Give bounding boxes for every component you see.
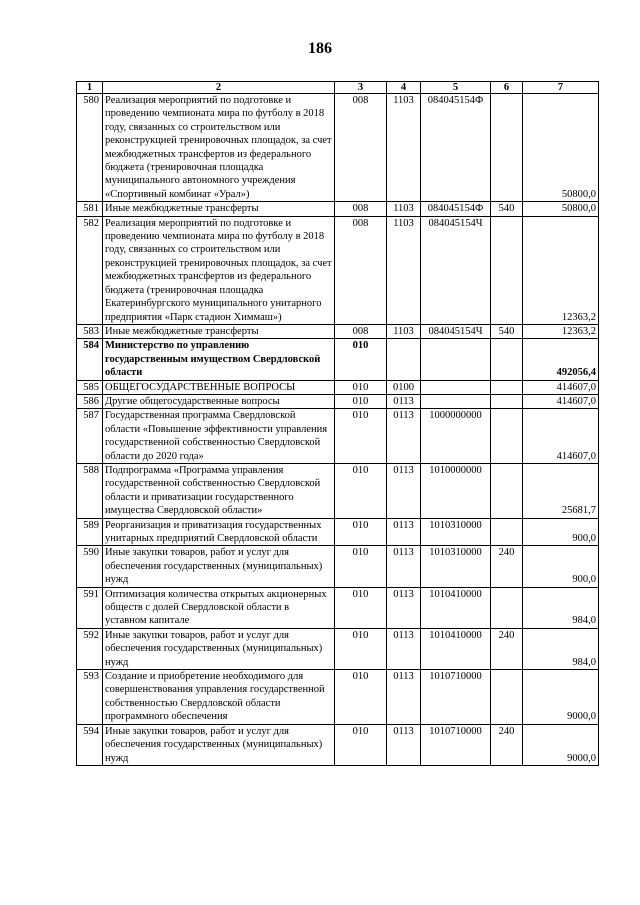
- row-name: Государственная программа Свердловской области «Повышение эффективности управления государственной собственностью Свердловской области до 2020 года»: [103, 409, 335, 464]
- row-name: Создание и приобретение необходимого для совершенствования управления государственной собственностью Свердловской области программного обеспечения: [103, 670, 335, 725]
- table-row: [77, 670, 599, 725]
- row-number: 581: [77, 202, 103, 216]
- table-row: [77, 324, 599, 338]
- row-name: Реализация мероприятий по подготовке и проведению чемпионата мира по футболу в 2018 году, связанных со строительством или реконструкцией тренировочных площадок, за счет межбюджетных трансфертов из федерального бюджета (тренировочная площадка Екатеринбургского муниципального унитарного предприятия «Парк стадион Химмаш»): [103, 216, 335, 324]
- row-amount: 984,0: [523, 587, 599, 628]
- row-name: Иные закупки товаров, работ и услуг для обеспечения государственных (муниципальных) нужд: [103, 546, 335, 587]
- row-section-code: 0113: [387, 518, 421, 546]
- row-grbs-code: 008: [335, 202, 387, 216]
- row-grbs-code: 010: [335, 724, 387, 765]
- table-row: [77, 94, 599, 202]
- row-section-code: 0113: [387, 670, 421, 725]
- row-expense-type: [491, 394, 523, 408]
- row-target-code: 084045154Ч: [421, 216, 491, 324]
- row-name: Иные закупки товаров, работ и услуг для обеспечения государственных (муниципальных) нужд: [103, 628, 335, 669]
- row-amount: 25681,7: [523, 463, 599, 518]
- row-amount: 12363,2: [523, 324, 599, 338]
- table-row: [77, 518, 599, 546]
- row-target-code: 084045154Ч: [421, 324, 491, 338]
- row-target-code: 084045154Ф: [421, 202, 491, 216]
- row-expense-type: [491, 94, 523, 202]
- row-grbs-code: 010: [335, 409, 387, 464]
- table-row: [77, 394, 599, 408]
- row-expense-type: [491, 518, 523, 546]
- column-header: 5: [421, 82, 491, 94]
- row-target-code: [421, 339, 491, 380]
- table-row: [77, 587, 599, 628]
- row-amount: 50800,0: [523, 94, 599, 202]
- row-amount: 414607,0: [523, 409, 599, 464]
- row-grbs-code: 010: [335, 546, 387, 587]
- row-amount: 9000,0: [523, 670, 599, 725]
- row-number: 594: [77, 724, 103, 765]
- row-grbs-code: 010: [335, 394, 387, 408]
- row-expense-type: [491, 670, 523, 725]
- row-section-code: 1103: [387, 94, 421, 202]
- row-grbs-code: 008: [335, 216, 387, 324]
- row-target-code: 1010710000: [421, 670, 491, 725]
- row-grbs-code: 010: [335, 463, 387, 518]
- row-amount: 900,0: [523, 518, 599, 546]
- row-name: Реализация мероприятий по подготовке и проведению чемпионата мира по футболу в 2018 году, связанных со строительством или реконструкцией тренировочных площадок, за счет межбюджетных трансфертов из федерального бюджета (тренировочная площадка муниципального автономного учреждения «Спортивный комбинат «Урал»): [103, 94, 335, 202]
- column-header: 6: [491, 82, 523, 94]
- row-section-code: 1103: [387, 202, 421, 216]
- row-number: 580: [77, 94, 103, 202]
- row-expense-type: 240: [491, 724, 523, 765]
- row-expense-type: [491, 587, 523, 628]
- row-number: 589: [77, 518, 103, 546]
- row-number: 582: [77, 216, 103, 324]
- row-name: Подпрограмма «Программа управления государственной собственностью Свердловской области и приватизации государственного имущества Свердловской области»: [103, 463, 335, 518]
- row-target-code: 1010410000: [421, 628, 491, 669]
- row-expense-type: [491, 463, 523, 518]
- row-section-code: [387, 339, 421, 380]
- row-target-code: 1010410000: [421, 587, 491, 628]
- row-grbs-code: 010: [335, 628, 387, 669]
- row-number: 587: [77, 409, 103, 464]
- table-body: [77, 94, 599, 766]
- row-number: 590: [77, 546, 103, 587]
- row-number: 585: [77, 380, 103, 394]
- table-row: [77, 463, 599, 518]
- row-section-code: 1103: [387, 324, 421, 338]
- row-section-code: 0113: [387, 628, 421, 669]
- row-grbs-code: 010: [335, 518, 387, 546]
- row-target-code: 1010000000: [421, 463, 491, 518]
- row-section-code: 0100: [387, 380, 421, 394]
- column-header: 7: [523, 82, 599, 94]
- table-row: [77, 202, 599, 216]
- row-grbs-code: 008: [335, 324, 387, 338]
- page-number: 186: [308, 40, 332, 57]
- row-target-code: 1010310000: [421, 546, 491, 587]
- row-number: 583: [77, 324, 103, 338]
- row-expense-type: [491, 216, 523, 324]
- row-amount: 9000,0: [523, 724, 599, 765]
- column-header: 4: [387, 82, 421, 94]
- row-name: Другие общегосударственные вопросы: [103, 394, 335, 408]
- row-target-code: 1010710000: [421, 724, 491, 765]
- row-section-code: 0113: [387, 587, 421, 628]
- row-expense-type: 240: [491, 546, 523, 587]
- row-grbs-code: 010: [335, 587, 387, 628]
- table-row: [77, 409, 599, 464]
- row-section-code: 0113: [387, 546, 421, 587]
- row-expense-type: [491, 409, 523, 464]
- row-target-code: 084045154Ф: [421, 94, 491, 202]
- row-grbs-code: 010: [335, 380, 387, 394]
- row-amount: 984,0: [523, 628, 599, 669]
- row-amount: 492056,4: [523, 339, 599, 380]
- row-name: Реорганизация и приватизация государственных унитарных предприятий Свердловской области: [103, 518, 335, 546]
- row-number: 591: [77, 587, 103, 628]
- row-section-code: 0113: [387, 724, 421, 765]
- row-target-code: 1000000000: [421, 409, 491, 464]
- row-section-code: 0113: [387, 409, 421, 464]
- row-amount: 900,0: [523, 546, 599, 587]
- row-amount: 414607,0: [523, 380, 599, 394]
- row-name: Иные закупки товаров, работ и услуг для обеспечения государственных (муниципальных) нужд: [103, 724, 335, 765]
- row-number: 584: [77, 339, 103, 380]
- row-number: 586: [77, 394, 103, 408]
- row-expense-type: 240: [491, 628, 523, 669]
- row-name: Оптимизация количества открытых акционерных обществ с долей Свердловской области в уставном капитале: [103, 587, 335, 628]
- row-number: 593: [77, 670, 103, 725]
- column-header: 2: [103, 82, 335, 94]
- row-target-code: [421, 380, 491, 394]
- row-target-code: 1010310000: [421, 518, 491, 546]
- row-name: Иные межбюджетные трансферты: [103, 324, 335, 338]
- row-number: 588: [77, 463, 103, 518]
- row-amount: 50800,0: [523, 202, 599, 216]
- row-name: Министерство по управлению государственным имуществом Свердловской области: [103, 339, 335, 380]
- row-grbs-code: 008: [335, 94, 387, 202]
- row-name: Иные межбюджетные трансферты: [103, 202, 335, 216]
- table-row: [77, 216, 599, 324]
- row-section-code: 1103: [387, 216, 421, 324]
- row-expense-type: [491, 380, 523, 394]
- column-header: 1: [77, 82, 103, 94]
- row-expense-type: [491, 339, 523, 380]
- table-row: [77, 724, 599, 765]
- header-row: [77, 82, 599, 94]
- row-number: 592: [77, 628, 103, 669]
- budget-table: [76, 81, 599, 766]
- row-amount: 414607,0: [523, 394, 599, 408]
- row-grbs-code: 010: [335, 339, 387, 380]
- row-grbs-code: 010: [335, 670, 387, 725]
- column-header: 3: [335, 82, 387, 94]
- table-row: [77, 339, 599, 380]
- table-row: [77, 546, 599, 587]
- row-section-code: 0113: [387, 394, 421, 408]
- table-row: [77, 380, 599, 394]
- table-row: [77, 628, 599, 669]
- row-name: ОБЩЕГОСУДАРСТВЕННЫЕ ВОПРОСЫ: [103, 380, 335, 394]
- row-expense-type: 540: [491, 202, 523, 216]
- row-expense-type: 540: [491, 324, 523, 338]
- row-section-code: 0113: [387, 463, 421, 518]
- row-target-code: [421, 394, 491, 408]
- row-amount: 12363,2: [523, 216, 599, 324]
